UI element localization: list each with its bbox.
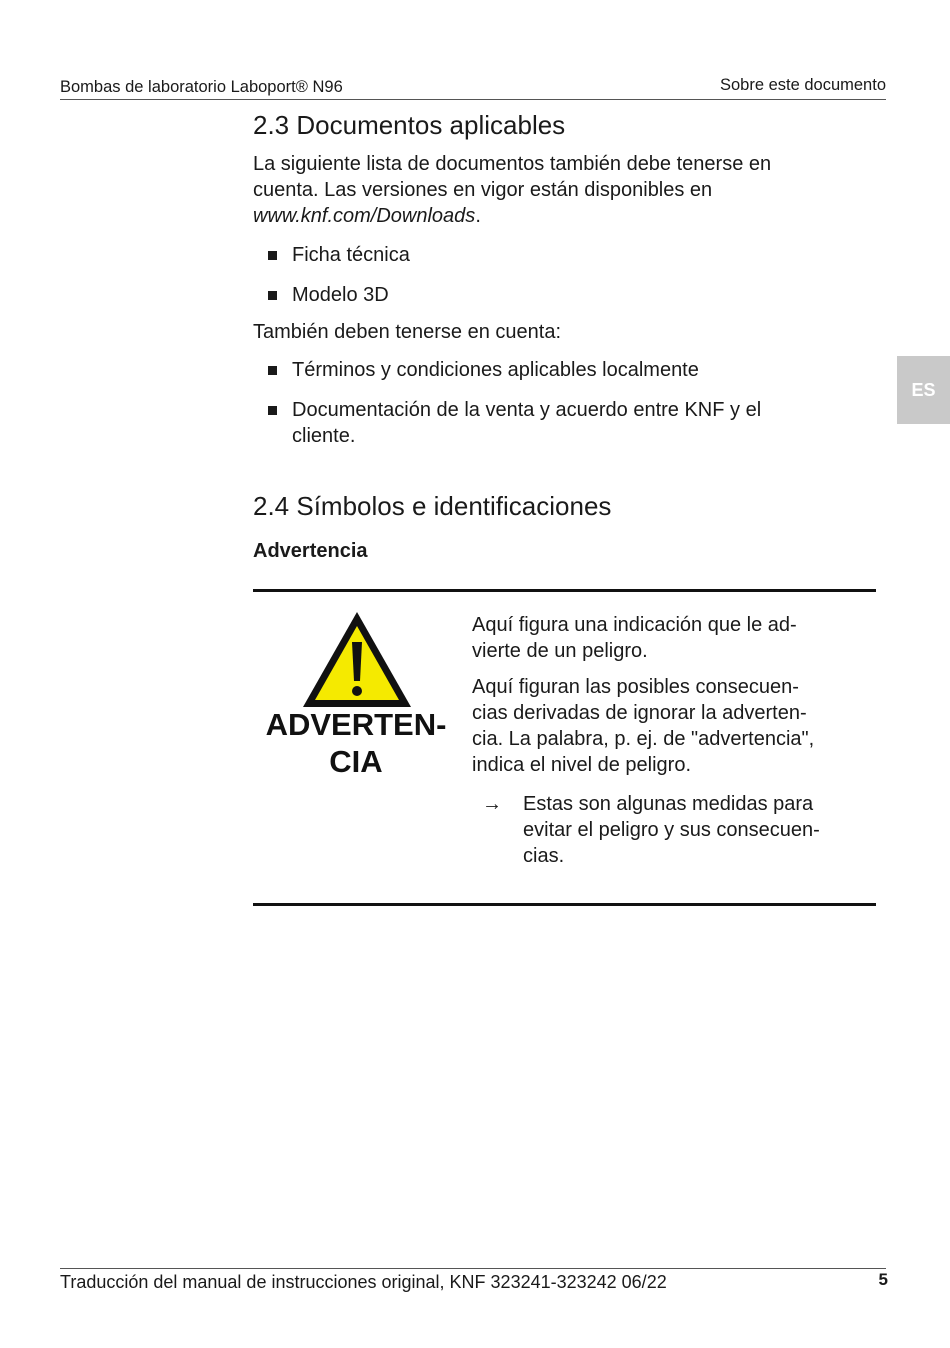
section-heading-2-4: 2.4 Símbolos e identificaciones (253, 491, 612, 521)
running-header-section: Sobre este documento (719, 76, 886, 94)
footer-divider (60, 1268, 886, 1269)
signal-word-line-1: ADVERTEN- (265, 707, 447, 742)
list-item-text: Modelo 3D (292, 284, 389, 306)
warning-description (472, 612, 797, 664)
warning-box-top-rule (253, 589, 876, 592)
footer-text: Traducción del manual de instrucciones original, KNF 323241-323242 06/22 (60, 1272, 667, 1292)
warning-consequences (472, 674, 814, 778)
warning-text-line: cia. La palabra, p. ej. de "advertencia", (472, 728, 815, 750)
also-consider-text: También deben tenerse en cuenta: (253, 321, 561, 343)
section-heading-2-3: 2.3 Documentos aplicables (253, 110, 566, 140)
list-item (292, 397, 761, 449)
warning-box-bottom-rule (253, 903, 876, 906)
measure-text-line: cias. (523, 845, 565, 867)
warning-text-line: Aquí figura una indicación que le ad- (472, 614, 797, 636)
intro-line-2: cuenta. Las versiones en vigor están disponibles en (253, 179, 713, 201)
list-item (292, 357, 699, 383)
page-number: 5 (878, 1270, 888, 1289)
list-item-text-continued: cliente. (292, 425, 356, 447)
downloads-link[interactable]: www.knf.com/Downloads (253, 205, 476, 227)
warning-text-line: vierte de un peligro. (472, 640, 648, 662)
warning-triangle-icon (300, 609, 414, 710)
language-tab: ES (897, 356, 950, 424)
intro-period: . (475, 205, 481, 227)
signal-word-line-2: CIA (329, 744, 383, 779)
bullet-square-icon (268, 366, 277, 375)
warning-measures (523, 791, 820, 869)
warning-text-line: Aquí figuran las posibles consecuen- (472, 676, 799, 698)
arrow-right-icon: → (482, 793, 502, 815)
header-divider (60, 99, 886, 100)
list-item (292, 242, 410, 268)
list-item-text: Ficha técnica (292, 244, 410, 266)
list-item-text: Documentación de la venta y acuerdo entre KNF y el (292, 399, 762, 421)
list-item (292, 282, 389, 308)
bullet-square-icon (268, 251, 277, 260)
running-header-title: Bombas de laboratorio Laboport® N96 (60, 78, 343, 96)
measure-text-line: Estas son algunas medidas para (523, 793, 814, 815)
measure-text-line: evitar el peligro y sus consecuen- (523, 819, 820, 841)
bullet-square-icon (268, 406, 277, 415)
warning-subheading: Advertencia (253, 540, 368, 562)
warning-text-line: cias derivadas de ignorar la adverten- (472, 702, 807, 724)
list-item-text: Términos y condiciones aplicables localmente (292, 359, 699, 381)
warning-text-line: indica el nivel de peligro. (472, 754, 692, 776)
bullet-square-icon (268, 291, 277, 300)
intro-line-1: La siguiente lista de documentos también debe tenerse en (253, 153, 772, 175)
intro-line-3 (253, 203, 481, 229)
signal-word (253, 706, 459, 780)
